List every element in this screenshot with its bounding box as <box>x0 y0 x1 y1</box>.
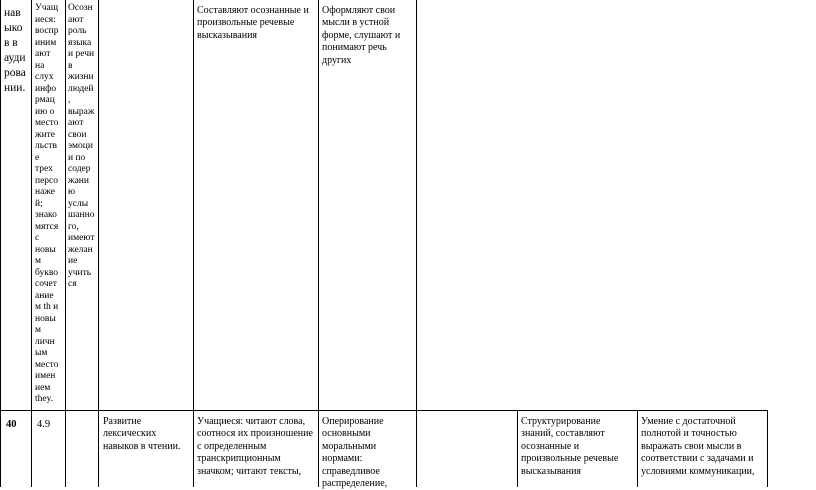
communicative-results-cell: Оформляют свои мысли в устной форме, слушают и понимают речь других <box>322 5 401 66</box>
student-activities-cell: Учащ иеся: воспр иним ают на слух инфо рмац ию о место жите льств е трех персо наже й; знако мятся с новы м букво сочет ание м th и новы м личн ым место имен ием they. <box>35 3 59 404</box>
row-separator <box>0 410 768 411</box>
skill-area-cell: нав ыко в в ауди рова нии. <box>4 7 26 94</box>
table-border <box>637 410 638 487</box>
personal-results-cell: Осозн ают роль языка и речи в жизни людей , выраж ают свои эмоци и по содер жани ю услы шанно го, имеют желан ие учить ся <box>68 3 95 289</box>
lesson-number-cell: 4.9 <box>37 419 51 430</box>
table-border <box>0 0 1 487</box>
student-activities-cell: Учащиеся: читают слова, соотнося их произношение с определенным транскрипционным значком; читают тексты, <box>197 416 313 477</box>
table-border <box>767 410 768 487</box>
lesson-topic-cell: Развитие лексических навыков в чтении. <box>103 416 181 452</box>
table-border <box>98 0 99 487</box>
row-number-cell: 40 <box>6 419 17 430</box>
table-border <box>193 0 194 487</box>
table-border <box>318 0 319 487</box>
personal-results-cell: Оперирование основными моральными нормами: справедливое распределение, <box>322 416 388 490</box>
table-border <box>31 0 32 487</box>
cognitive-results-cell: Составляют осознанные и произвольные речевые высказывания <box>197 5 309 41</box>
table-border <box>517 410 518 487</box>
table-border <box>65 0 66 487</box>
communicative-results-cell: Умение с достаточной полнотой и точностью выражать свои мысли в соответствии с задачами и условиями коммуникации, <box>641 416 755 477</box>
cognitive-results-cell: Структурирование знаний, составляют осознанные и произвольные речевые высказывания <box>521 416 619 477</box>
table-border <box>416 0 417 487</box>
